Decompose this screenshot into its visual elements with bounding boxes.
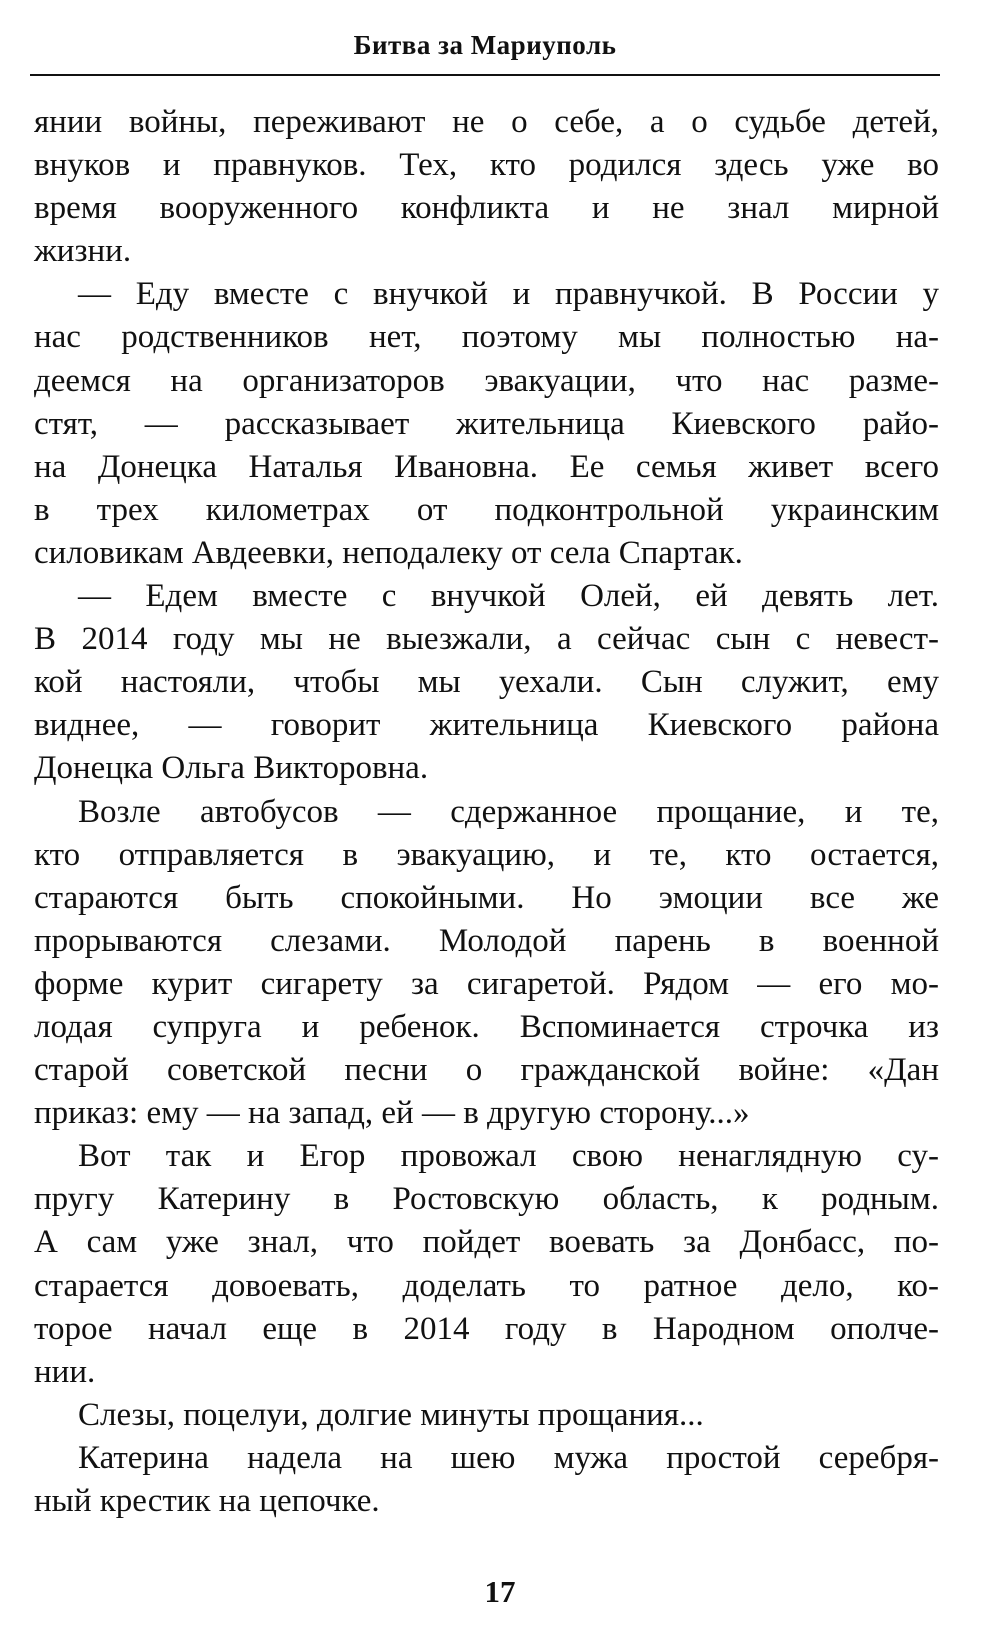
page-number: 17 bbox=[484, 1574, 516, 1609]
text-line: старой советской песни о гражданской войне: «Дан bbox=[34, 1052, 939, 1089]
text-line: — Еду вместе с внучкой и правнучкой. В России у bbox=[78, 276, 939, 313]
paragraph bbox=[34, 101, 939, 273]
text-line: на Донецка Наталья Ивановна. Ее семья живет всего bbox=[34, 448, 939, 485]
text-line: янии войны, переживают не о себе, а о судьбе детей, bbox=[34, 104, 939, 140]
text-line: кой настояли, чтобы мы уехали. Сын служит, ему bbox=[34, 664, 939, 701]
text-line: деемся на организаторов эвакуации, что нас разме- bbox=[34, 362, 939, 399]
text-line: нас родственников нет, поэтому мы полностью на- bbox=[34, 319, 939, 356]
paragraph bbox=[34, 575, 939, 790]
text-line: приказ: ему — на запад, ей — в другую сторону...» bbox=[34, 1095, 750, 1132]
text-line: В 2014 году мы не выезжали, а сейчас сын с невест- bbox=[34, 621, 939, 658]
paragraph bbox=[34, 1437, 939, 1523]
text-line: торое начал еще в 2014 году в Народном ополче- bbox=[34, 1310, 939, 1347]
paragraph bbox=[34, 1135, 939, 1394]
text-line: время вооруженного конфликта и не знал мирной bbox=[34, 190, 939, 227]
text-line: Донецка Ольга Викторовна. bbox=[34, 750, 429, 787]
text-line: стараются быть спокойными. Но эмоции все же bbox=[34, 879, 939, 916]
text-line: форме курит сигарету за сигаретой. Рядом — его мо- bbox=[34, 965, 939, 1002]
paragraph bbox=[34, 1394, 939, 1437]
text-line: стят, — рассказывает жительница Киевского райо- bbox=[34, 405, 939, 442]
text-line: нии. bbox=[34, 1353, 96, 1390]
body-text bbox=[34, 101, 939, 1523]
text-line: Катерина надела на шею мужа простой серебря- bbox=[78, 1439, 939, 1476]
text-line: пругу Катерину в Ростовскую область, к родным. bbox=[34, 1181, 939, 1218]
text-line: Вот так и Егор провожал свою ненаглядную су- bbox=[78, 1138, 939, 1175]
text-line: старается довоевать, доделать то ратное дело, ко- bbox=[34, 1267, 939, 1304]
text-line: в трех километрах от подконтрольной украинским bbox=[34, 491, 939, 528]
text-line: Слезы, поцелуи, долгие минуты прощания... bbox=[78, 1396, 704, 1433]
running-title: Битва за Мариуполь bbox=[353, 30, 617, 60]
text-line: силовикам Авдеевки, неподалеку от села Спартак. bbox=[34, 534, 743, 571]
text-line: виднее, — говорит жительница Киевского района bbox=[34, 707, 939, 744]
text-line: Возле автобусов — сдержанное прощание, и те, bbox=[78, 793, 939, 830]
text-line: кто отправляется в эвакуацию, и те, кто остается, bbox=[34, 836, 939, 873]
text-line: А сам уже знал, что пойдет воевать за Донбасс, по- bbox=[34, 1224, 939, 1261]
text-line: жизни. bbox=[34, 233, 132, 270]
paragraph bbox=[34, 791, 939, 1136]
text-line: внуков и правнуков. Тех, кто родился здесь уже во bbox=[34, 147, 939, 184]
header-rule bbox=[30, 74, 940, 76]
text-line: ный крестик на цепочке. bbox=[34, 1483, 380, 1519]
paragraph bbox=[34, 273, 939, 575]
text-line: лодая супруга и ребенок. Вспоминается строчка из bbox=[34, 1008, 939, 1045]
text-line: — Едем вместе с внучкой Олей, ей девять лет. bbox=[78, 578, 939, 615]
text-line: прорываются слезами. Молодой парень в военной bbox=[34, 922, 939, 959]
